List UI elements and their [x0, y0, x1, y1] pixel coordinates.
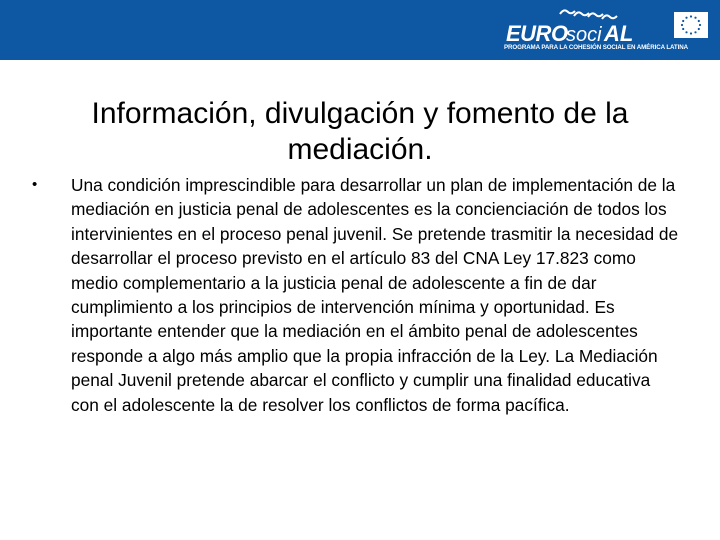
bullet-item	[32, 173, 682, 417]
svg-text:soci: soci	[566, 24, 602, 46]
header-banner	[0, 0, 720, 60]
eurosocial-logo	[504, 4, 712, 56]
bullet-marker: •	[32, 176, 38, 193]
bullet-text: Una condición imprescindible para desarrollar un plan de implementación de la mediación en justicia penal de adolescentes es la concienciación de todos los intervinientes en el proceso penal juvenil. Se pretende trasmitir la necesidad de desarrollar el proceso previsto en el artículo 83 del CNA Ley 17.823 como medio complementario a la justicia penal de adolescente a fin de dar cumplimiento a los principios de intervención mínima y oportunidad. Es importante entender que la mediación en el ámbito penal de adolescentes responde a algo más amplio que la propia infracción de la Ley. La Mediación penal Juvenil pretende abarcar el conflicto y cumplir una finalidad educativa con el adolescente la de resolver los conflictos de forma pacífica.	[71, 175, 679, 415]
svg-text:AL: AL	[604, 21, 634, 46]
slide-title: Información, divulgación y fomento de la mediación.	[91, 97, 629, 167]
svg-text:EURO: EURO	[506, 21, 568, 46]
logo-tagline: PROGRAMA PARA LA COHESIÓN SOCIAL EN AMÉRICA LATINA	[504, 44, 688, 51]
bullet-list	[32, 173, 682, 417]
